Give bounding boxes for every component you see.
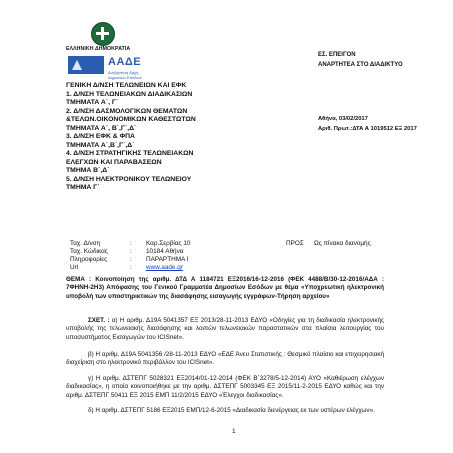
sender-line: ΤΜΗΜΑ Γ΄ <box>66 184 100 191</box>
document-date: Αθήνα, 03/02/2017 <box>318 116 368 122</box>
aade-subtitle-1: Ανεξάρτητη Αρχή <box>108 70 139 75</box>
sender-line: 3. Δ/ΝΣΗ ΕΦΚ & ΦΠΑ <box>66 133 135 140</box>
reference-b: β) Η αριθμ. Δ19Α 5041356 /28-11-2013 ΕΔΥΟ «ΕΔΕ Άνευ Στατιστικής : Θεσμικό πλαίσιο και επιχειρησιακή διαχείριση στο ηλεκτρονικό περιβάλλον του ICISnet». <box>66 351 384 367</box>
sender-line: ΓΕΝΙΚΗ Δ/ΝΣΗ ΤΕΛΩΝΕΙΩΝ ΚΑΙ ΕΦΚ <box>66 82 187 89</box>
aade-logo-icon <box>68 56 104 74</box>
aade-name: ΑΑΔΕ <box>108 56 142 68</box>
recipient-label: ΠΡΟΣ <box>286 240 304 247</box>
contact-value: Καρ.Σερβίας 10 <box>146 240 191 247</box>
sender-line: ΤΜΗΜΑΤΑ Α΄, Β΄,Γ΄,Δ΄ <box>66 124 137 132</box>
urgency-label: ΕΣ. ΕΠΕΙΓΟΝ <box>318 52 356 58</box>
aade-subtitle-2: Δημοσίων Εσόδων <box>108 75 142 80</box>
recipient-value: Ως πίνακα διανομής <box>314 240 371 247</box>
reference-c: γ) Η αριθμ. ΔΣΤΕΠΓ 5028321 ΕΞ2014/01-12-2014 (ΦΕΚ Β΄3278/5-12-2014) ΑΥΟ «Καθιέρωση ελέγχων διαδικασίας», η οποία κοινοποιήθηκε με την αριθμ. ΔΣΤΕΠΓ 5003345 ΕΞ 2015/11-2-2015 ΕΔΥΟ καθώς και την αριθμ. ΔΣΤΕΠΓ 50411 ΕΞ 2015 ΕΜΠ 11/2/2015 ΕΔΥΟ «Έλεγχοι διαδικασίας». <box>66 375 384 399</box>
sender-line: 2. Δ/ΝΣΗ ΔΑΣΜΟΛΟΓΙΚΩΝ ΘΕΜΑΤΩΝ <box>66 107 188 115</box>
publish-label: ΑΝΑΡΤΗΤΕΑ ΣΤΟ ΔΙΑΔΙΚΤΥΟ <box>318 62 403 68</box>
sender-line: &ΤΕΛΩΝ.ΟΙΚΟΝΟΜΙΚΩΝ ΚΑΘΕΣΤΩΤΩΝ <box>66 116 196 123</box>
contact-value: ΠΑΡΑΡΤΗΜΑ Ι <box>146 256 189 263</box>
contact-colon: : <box>130 256 132 263</box>
sender-line: ΤΜΗΜΑΤΑ Α΄, Γ΄ <box>66 99 119 106</box>
contact-colon: : <box>130 264 132 271</box>
sender-line: ΕΛΕΓΧΩΝ ΚΑΙ ΠΑΡΑΒΑΣΕΩΝ <box>66 158 162 166</box>
sender-line: ΤΜΗΜΑ Β΄,Δ΄ <box>66 167 110 174</box>
sender-line: 1. Δ/ΝΣΗ ΤΕΛΩΝΕΙΑΚΩΝ ΔΙΑΔΙΚΑΣΙΩΝ <box>66 90 193 98</box>
sender-line: ΤΜΗΜΑΤΑ Α΄,Β΄,Γ΄,Δ΄ <box>66 141 135 149</box>
contact-colon: : <box>130 240 132 247</box>
contact-colon: : <box>130 248 132 255</box>
reference-a <box>66 317 384 342</box>
subject-text: Κοινοποίηση της αριθμ. ΔΤΔ Α 1184721 ΕΞ2016/16-12-2016 (ΦΕΚ 4488/Β/30-12-2016/ΑΔΑ : 7ΦΗΝΗ-2Η3) Απόφασης του Γενικού Γραμματέα Δημοσίων Εσόδων με θέμα «Υποχρεωτική ηλεκτρονική υποβολή των υποστηρικτικών της διασάφησης εισαγωγής εγγράφων-Τήρηση αρχείου» <box>66 276 385 300</box>
page-number: 1 <box>232 428 236 435</box>
sender-block <box>66 82 256 193</box>
contact-label: Ταχ. Δ/νση <box>70 240 101 247</box>
contact-label: Πληροφορίες <box>70 256 108 263</box>
sender-line: 4. Δ/ΝΣΗ ΣΤΡΑΤΗΓΙΚΗΣ ΤΕΛΩΝΕΙΑΚΩΝ <box>66 150 194 157</box>
contact-value: 10184 Αθήνα <box>146 248 184 255</box>
republic-heading: ΕΛΛΗΝΙΚΗ ΔΗΜΟΚΡΑΤΙΑ <box>66 46 131 52</box>
references-label: ΣΧΕΤ. : <box>88 317 110 324</box>
subject-paragraph <box>66 276 384 301</box>
contact-label: Url <box>70 264 79 271</box>
website-link[interactable]: www.aade.gr <box>146 264 183 271</box>
reference-a-text: α) Η αριθμ. Δ19Α 5041357 ΕΞ 2013/28-11-2013 ΕΔΥΟ «Οδηγίες για τη διαδικασία ηλεκτρονικής υποβολής της τελωνειακής διασάφησης και λοιπών τελωνειακών παραστατικών στα πλαίσια λειτουργίας του υποσυστήματος Εισαγωγών του ICISnet». <box>66 317 384 341</box>
reference-d: δ) Η αριθμ. ΔΣΤΕΠΓ 5186 ΕΞ2015 ΕΜΠ/12-6-2015 «Διαδικασία διενέργειας εκ των υστέρων ελέγχων». <box>88 407 375 414</box>
sender-line: 5. Δ/ΝΣΗ ΗΛΕΚΤΡΟΝΙΚΟΥ ΤΕΛΩΝΕΙΟΥ <box>66 175 192 183</box>
subject-label: ΘΕΜΑ : <box>66 276 92 283</box>
greek-emblem-icon <box>91 22 115 46</box>
protocol-number: Αριθ. Πρωτ.:ΔΤΑ Α 1019512 ΕΞ 2017 <box>318 126 417 132</box>
contact-label: Ταχ. Κώδικας <box>70 248 108 255</box>
